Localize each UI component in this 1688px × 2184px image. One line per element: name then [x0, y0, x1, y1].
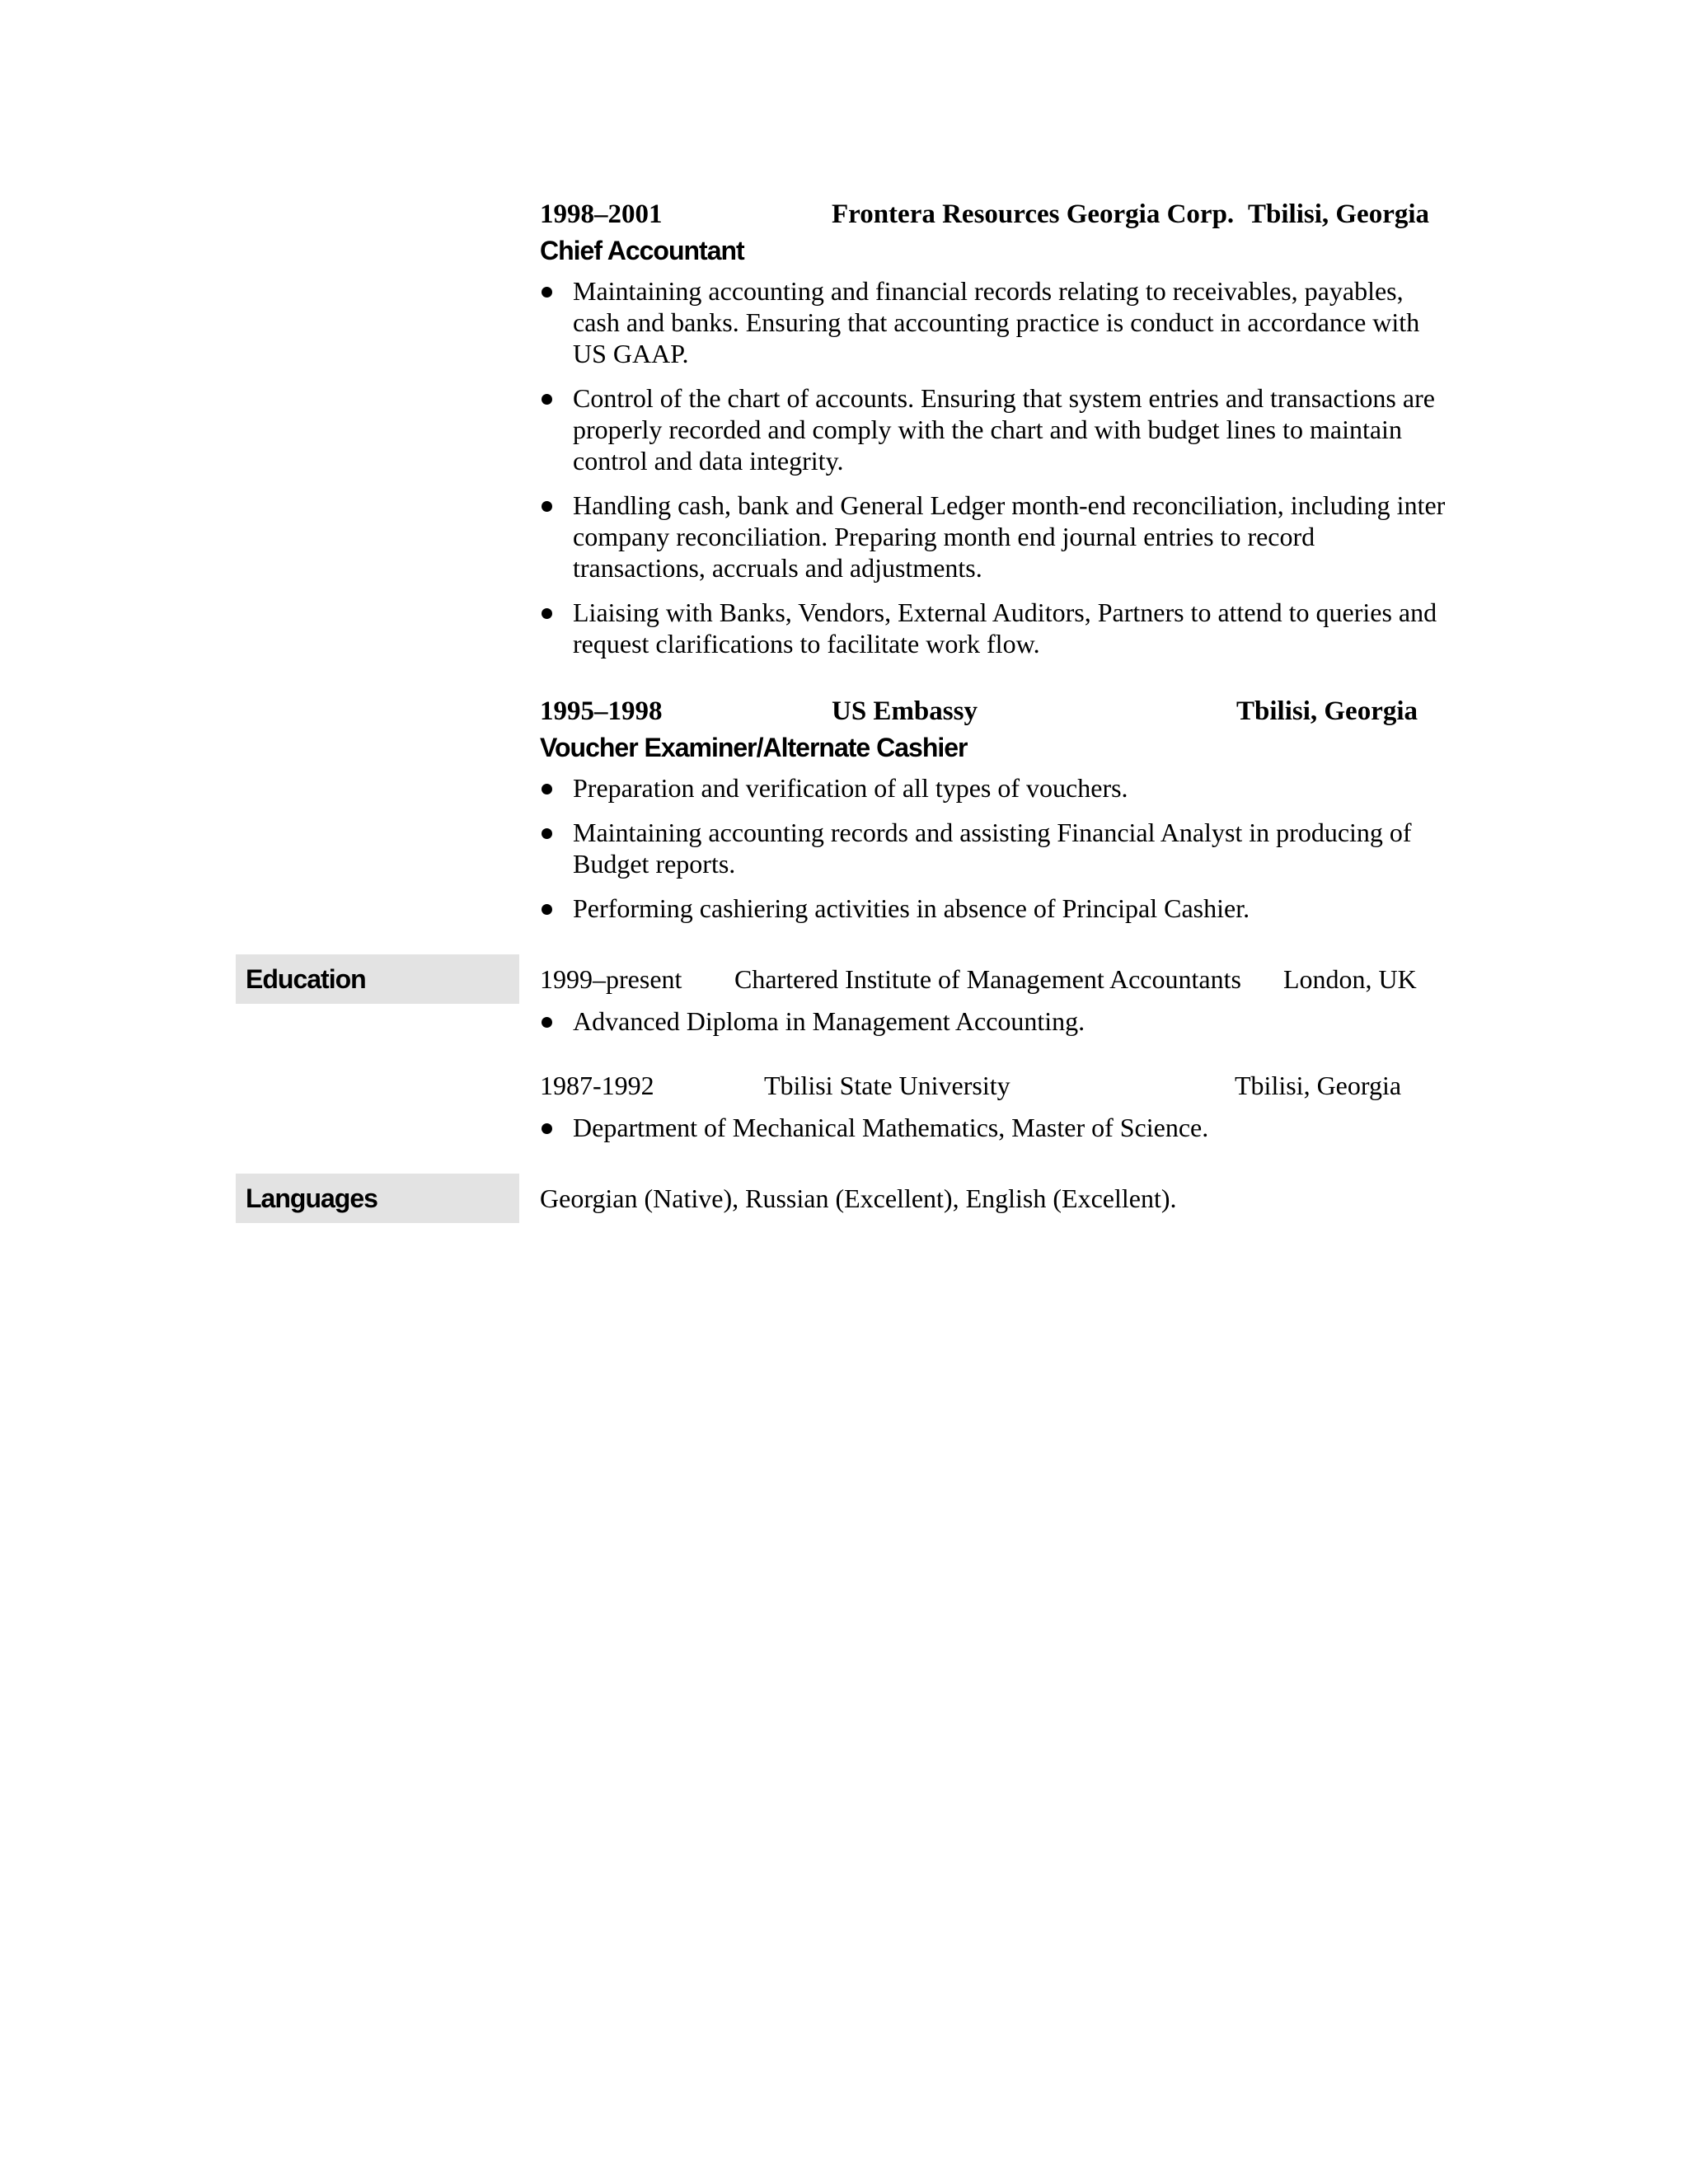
- section-label-education: Education: [236, 954, 519, 1004]
- education-institution: Tbilisi State University: [764, 1071, 1010, 1100]
- languages-entry: [540, 1180, 1447, 1216]
- section-label-languages: Languages: [236, 1174, 519, 1223]
- bullet-icon: [542, 784, 552, 794]
- list-item: [540, 772, 1447, 804]
- list-item: [540, 893, 1447, 924]
- duty-text: Preparation and verification of all types of vouchers.: [573, 773, 1128, 803]
- job-duties: [540, 772, 1447, 924]
- education-header: [540, 961, 1447, 997]
- bullet-icon: [542, 394, 552, 405]
- job-dates: 1995–1998: [540, 696, 663, 726]
- education-institution: Chartered Institute of Management Accountants: [734, 964, 1241, 994]
- education-entry: [540, 961, 1447, 1037]
- job-dates: 1998–2001: [540, 199, 663, 229]
- duty-text: Liaising with Banks, Vendors, External Auditors, Partners to attend to queries and request clarifications to facilitate work flow.: [573, 598, 1437, 658]
- list-item: [540, 1112, 1447, 1143]
- education-header: [540, 1067, 1447, 1104]
- bullet-icon: [542, 608, 552, 619]
- education-location: Tbilisi, Georgia: [1235, 1071, 1402, 1100]
- job-location: Tbilisi, Georgia: [1248, 199, 1430, 229]
- education-detail-text: Advanced Diploma in Management Accounting.: [573, 1006, 1085, 1036]
- bullet-icon: [542, 828, 552, 839]
- job-duties: [540, 275, 1447, 659]
- education-details: [540, 1112, 1447, 1143]
- job-header: [540, 196, 1447, 232]
- job-company: US Embassy: [832, 696, 978, 726]
- list-item: [540, 817, 1447, 879]
- duty-text: Maintaining accounting and financial records relating to receivables, payables, cash and banks. Ensuring that accounting practice is conduct in accordance with US GAAP.: [573, 276, 1420, 368]
- duty-text: Performing cashiering activities in absence of Principal Cashier.: [573, 893, 1250, 923]
- bullet-icon: [542, 904, 552, 915]
- job-header: [540, 693, 1447, 729]
- list-item: [540, 1005, 1447, 1037]
- bullet-icon: [542, 1017, 552, 1028]
- list-item: [540, 382, 1447, 476]
- job-company: Frontera Resources Georgia Corp.: [832, 199, 1235, 229]
- job-title: Voucher Examiner/Alternate Cashier: [540, 733, 968, 762]
- education-entry: [540, 1067, 1447, 1143]
- list-item: [540, 275, 1447, 369]
- duty-text: Handling cash, bank and General Ledger month-end reconciliation, including inter company reconciliation. Preparing month end journal entries to record transactions, accruals and adjustments.: [573, 490, 1446, 583]
- bullet-icon: [542, 1123, 552, 1134]
- education-location: London, UK: [1283, 964, 1417, 994]
- duty-text: Maintaining accounting records and assisting Financial Analyst in producing of Budget reports.: [573, 818, 1412, 879]
- education-dates: 1999–present: [540, 964, 682, 994]
- job-location: Tbilisi, Georgia: [1236, 696, 1418, 726]
- job-entry: [540, 693, 1447, 924]
- duty-text: Control of the chart of accounts. Ensuring that system entries and transactions are properly recorded and comply with the chart and with budget lines to maintain control and data integrity.: [573, 383, 1435, 476]
- languages-text: Georgian (Native), Russian (Excellent), English (Excellent).: [540, 1183, 1177, 1213]
- job-title: Chief Accountant: [540, 236, 744, 265]
- bullet-icon: [542, 501, 552, 512]
- education-dates: 1987-1992: [540, 1071, 654, 1100]
- job-entry: [540, 196, 1447, 659]
- education-details: [540, 1005, 1447, 1037]
- list-item: [540, 490, 1447, 583]
- bullet-icon: [542, 287, 552, 298]
- education-detail-text: Department of Mechanical Mathematics, Master of Science.: [573, 1113, 1209, 1142]
- list-item: [540, 597, 1447, 659]
